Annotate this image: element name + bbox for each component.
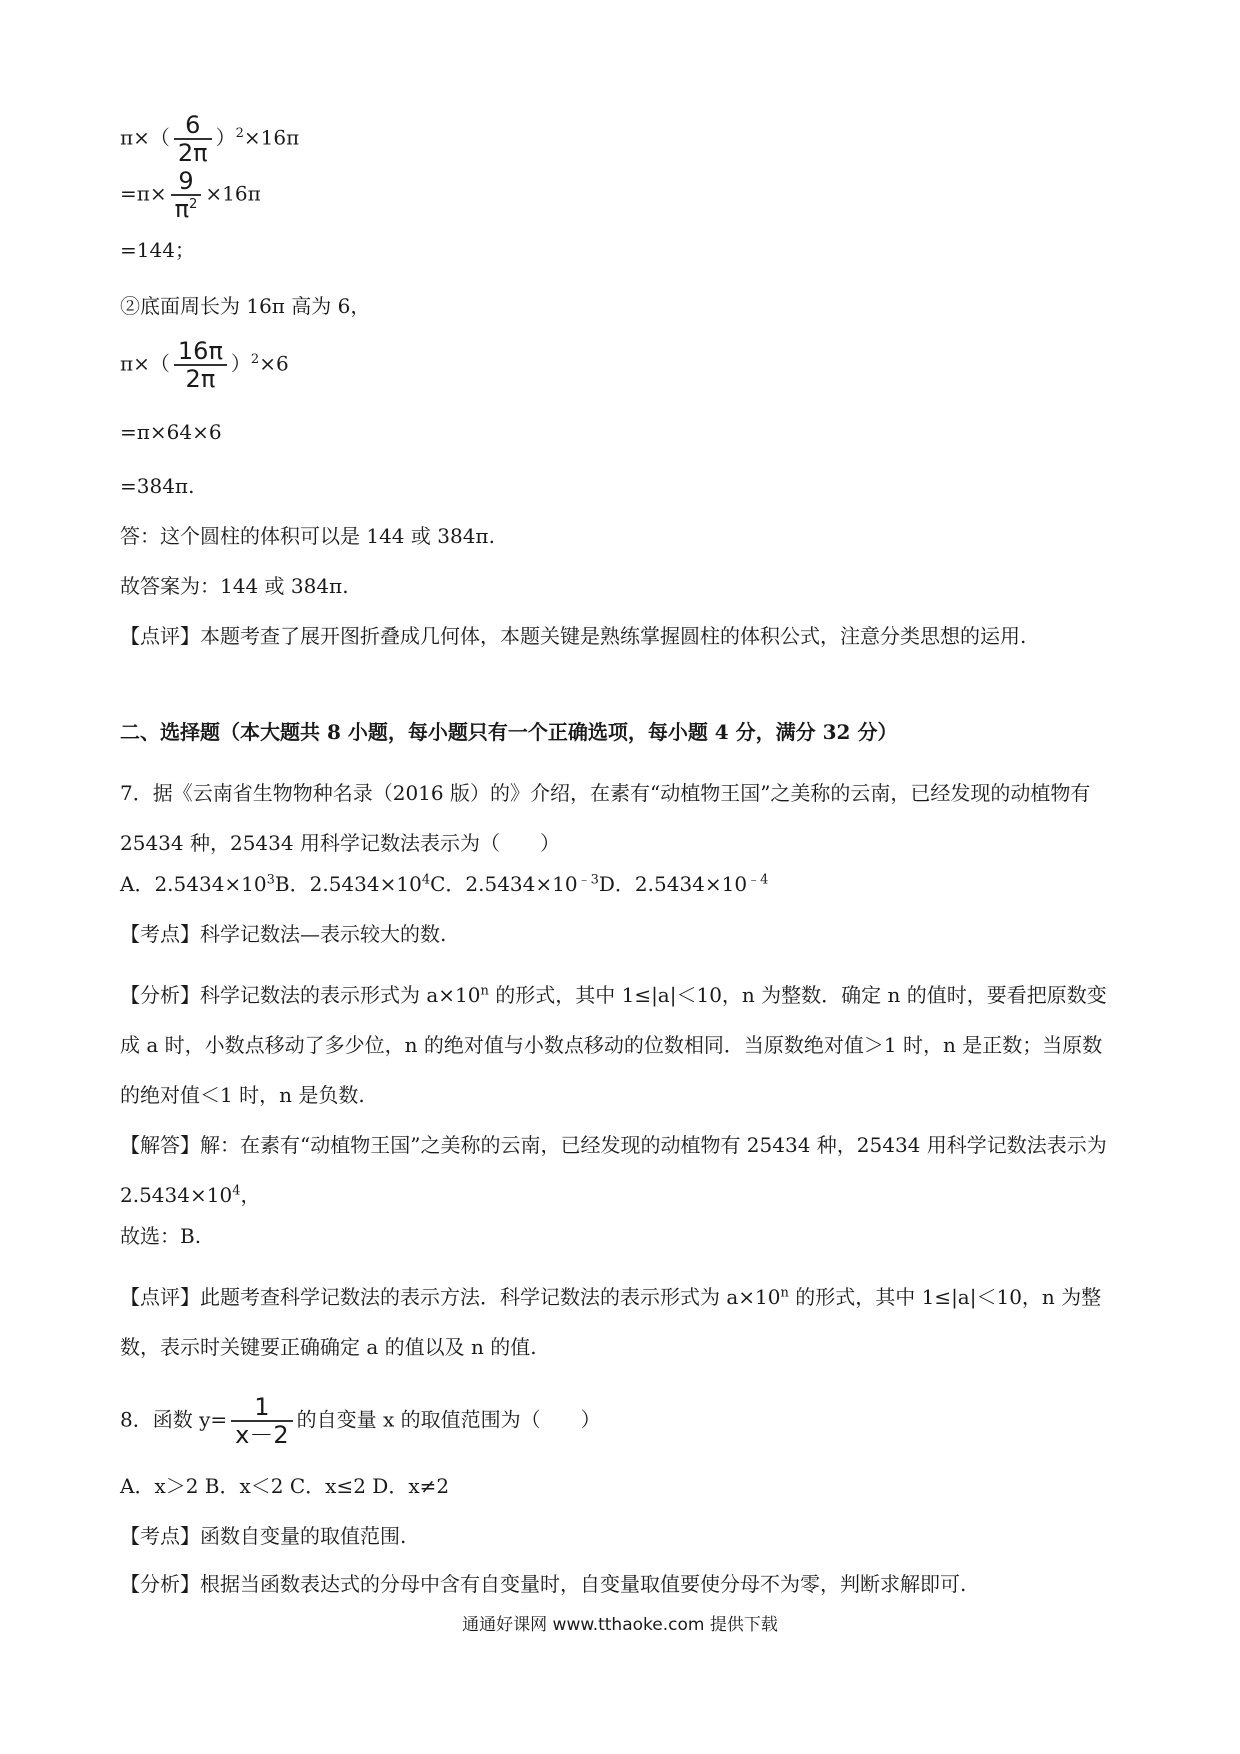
text: 【分析】科学记数法的表示形式为 a×10: [120, 983, 481, 1007]
text: ）: [230, 351, 251, 376]
exponent: 4: [421, 872, 431, 888]
question-7-kaodian: 【考点】科学记数法—表示较大的数.: [120, 922, 447, 946]
exponent: n: [780, 1285, 789, 1301]
denominator: x－2: [231, 1420, 292, 1448]
question-7-options: [120, 870, 768, 898]
question-7-comment: [120, 1272, 1120, 1372]
final-answer-line: 故答案为：144 或 384π.: [120, 574, 349, 598]
option-c: C．2.5434×10: [430, 872, 578, 896]
text: π×（: [120, 125, 170, 150]
page-footer: 通通好课网 www.tthaoke.com 提供下载: [462, 1615, 778, 1635]
question-8-kaodian: 【考点】函数自变量的取值范围.: [120, 1524, 407, 1548]
question-7-analysis: [120, 970, 1120, 1120]
fraction: [171, 168, 202, 222]
text: 的形式，其中 1≤|a|＜10，n 为整数．确定 n 的值时，要看把原数变成 a 时，小数点移动了多少位，n 的绝对值与小数点移动的位数相同．当原数绝对值＞1 时，n 是正数；当原数的绝对值＜1 时，n 是负数.: [120, 983, 1107, 1107]
question-7-solution: [120, 1120, 1120, 1220]
numerator: 6: [185, 111, 201, 139]
numerator: 16π: [177, 337, 223, 365]
text: ×16π: [205, 181, 261, 206]
formula-line-3: =144；: [120, 238, 195, 262]
exponent: n: [480, 983, 489, 999]
text: 的形式，其中 1≤|a|＜10，n 为整数，表示时关键要正确确定 a 的值以及 n 的值.: [120, 1285, 1102, 1359]
text: ）: [215, 125, 236, 150]
text: ×16π: [243, 125, 300, 150]
question-7-stem: 7．据《云南省生物物种名录（2016 版）的》介绍，在素有“动植物王国”之美称的云南，已经发现的动植物有 25434 种，25434 用科学记数法表示为（ ）: [120, 781, 1091, 855]
text: ，: [240, 1183, 261, 1207]
numerator: 9: [178, 167, 194, 195]
exponent: ﹣4: [747, 872, 769, 888]
fraction: [231, 1394, 292, 1448]
text: 8．函数 y=: [120, 1407, 228, 1432]
text: =π×: [120, 181, 167, 206]
exponent: 2: [250, 351, 260, 367]
option-a: A．2.5434×10: [120, 872, 267, 896]
denominator: 2π: [174, 364, 227, 392]
section-heading: 二、选择题（本大题共 8 小题，每小题只有一个正确选项，每小题 4 分，满分 32 分）: [120, 720, 898, 744]
formula-line-7: =384π.: [120, 474, 195, 498]
text: 【解答】解：在素有“动植物王国”之美称的云南，已经发现的动植物有 25434 种，25434 用科学记数法表示为 2.5434×10: [120, 1133, 1107, 1207]
exponent: 4: [232, 1183, 241, 1199]
formula-line-6: =π×64×6: [120, 420, 222, 444]
den-base: π: [174, 195, 190, 223]
option-b: B．2.5434×10: [274, 872, 422, 896]
text: π×（: [120, 351, 170, 376]
answer-line: 答：这个圆柱的体积可以是 144 或 384π.: [120, 524, 495, 548]
option-d: D．2.5434×10: [598, 872, 748, 896]
formula-line-2: [120, 168, 261, 222]
denominator: [171, 194, 202, 222]
comment-line: 【点评】本题考查了展开图折叠成几何体，本题关键是熟练掌握圆柱的体积公式，注意分类思想的运用.: [120, 624, 1027, 648]
question-7-choice: 故选：B.: [120, 1224, 202, 1248]
question-8-options: A．x＞2 B．x＜2 C．x≤2 D．x≠2: [120, 1474, 450, 1498]
fraction: [174, 338, 227, 392]
exponent: 3: [266, 872, 275, 888]
fraction: [174, 112, 212, 166]
exponent: ﹣3: [577, 872, 599, 888]
formula-line-5: [120, 338, 289, 392]
numerator: 1: [254, 1393, 270, 1421]
denominator: 2π: [174, 138, 212, 166]
question-8-analysis: 【分析】根据当函数表达式的分母中含有自变量时，自变量取值要使分母不为零，判断求解即可.: [120, 1572, 967, 1596]
formula-line-1: [120, 112, 299, 166]
exponent: 2: [235, 125, 244, 141]
question-8-stem: [120, 1394, 601, 1448]
text: 【点评】此题考查科学记数法的表示方法．科学记数法的表示形式为 a×10: [120, 1285, 781, 1309]
case-2-line: ②底面周长为 16π 高为 6，: [120, 294, 371, 318]
text: ×6: [259, 351, 289, 376]
exponent: 2: [189, 197, 198, 212]
text: 的自变量 x 的取值范围为（ ）: [296, 1407, 601, 1432]
